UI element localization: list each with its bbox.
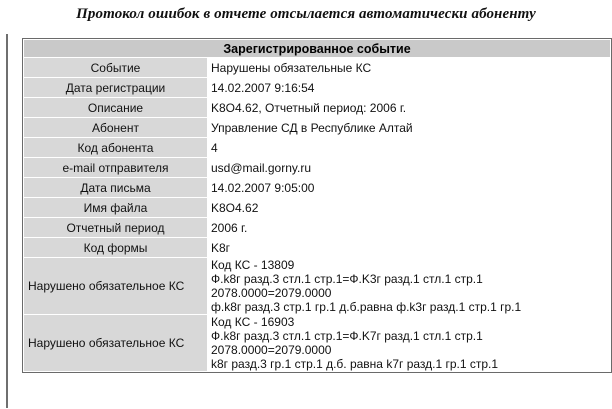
violation-line: k8г разд.3 гр.1 стр.1 д.б. равна k7г разд.1 гр.1 стр.1 [211, 357, 499, 371]
subscriber-code-label: Код абонента [24, 138, 207, 157]
violation-label: Нарушено обязательное КС [24, 315, 207, 371]
description-value: K8O4.62, Отчетный период: 2006 г. [208, 98, 610, 117]
file-name-value: K8O4.62 [208, 198, 610, 217]
file-name-label: Имя файла [24, 198, 207, 217]
form-code-label: Код формы [24, 238, 207, 257]
table-row [24, 138, 610, 157]
violation-line: Код КС - 13809 [211, 258, 295, 272]
table-row [24, 78, 610, 97]
event-value: Нарушены обязательные КС [208, 58, 610, 77]
table-row [24, 158, 610, 177]
violation-line: ф.k8г разд.3 стр.1 гр.1 д.б.равна ф.k3г разд.1 стр.1 гр.1 [211, 300, 522, 314]
event-label: Событие [24, 58, 207, 77]
table-row [24, 258, 610, 314]
violation-line: Ф.k8г разд.3 стл.1 стр.1=Ф.K7г разд.1 стл.1 стр.1 [211, 329, 483, 343]
event-panel [22, 38, 612, 373]
letter-date-label: Дата письма [24, 178, 207, 197]
registration-date-value: 14.02.2007 9:16:54 [208, 78, 610, 97]
violation-line: Ф.k8г разд.3 стл.1 стр.1=Ф.K3г разд.1 стл.1 стр.1 [211, 272, 483, 286]
sender-email-label: e-mail отправителя [24, 158, 207, 177]
violation-line: Код КС - 16903 [211, 315, 295, 329]
violation-line: 2078.0000=2079.0000 [211, 286, 332, 300]
table-row [24, 315, 610, 371]
table-row [24, 98, 610, 117]
letter-date-value: 14.02.2007 9:05:00 [208, 178, 610, 197]
sender-email-value: usd@mail.gorny.ru [208, 158, 610, 177]
description-label: Описание [24, 98, 207, 117]
event-table [23, 39, 611, 372]
subscriber-value: Управление СД в Республике Алтай [208, 118, 610, 137]
subscriber-label: Абонент [24, 118, 207, 137]
table-row [24, 118, 610, 137]
report-period-label: Отчетный период [24, 218, 207, 237]
form-code-value: K8г [208, 238, 610, 257]
violation-label: Нарушено обязательное КС [24, 258, 207, 314]
page-caption: Протокол ошибок в отчете отсылается автоматически абоненту [76, 6, 536, 22]
table-row [24, 178, 610, 197]
subscriber-code-value: 4 [208, 138, 610, 157]
violation-details [208, 315, 610, 371]
report-period-value: 2006 г. [208, 218, 610, 237]
table-row [24, 198, 610, 217]
registration-date-label: Дата регистрации [24, 78, 207, 97]
violation-line: 2078.0000=2079.0000 [211, 343, 332, 357]
violation-details [208, 258, 610, 314]
table-row [24, 58, 610, 77]
table-row [24, 218, 610, 237]
table-header: Зарегистрированное событие [24, 40, 610, 57]
table-row [24, 238, 610, 257]
